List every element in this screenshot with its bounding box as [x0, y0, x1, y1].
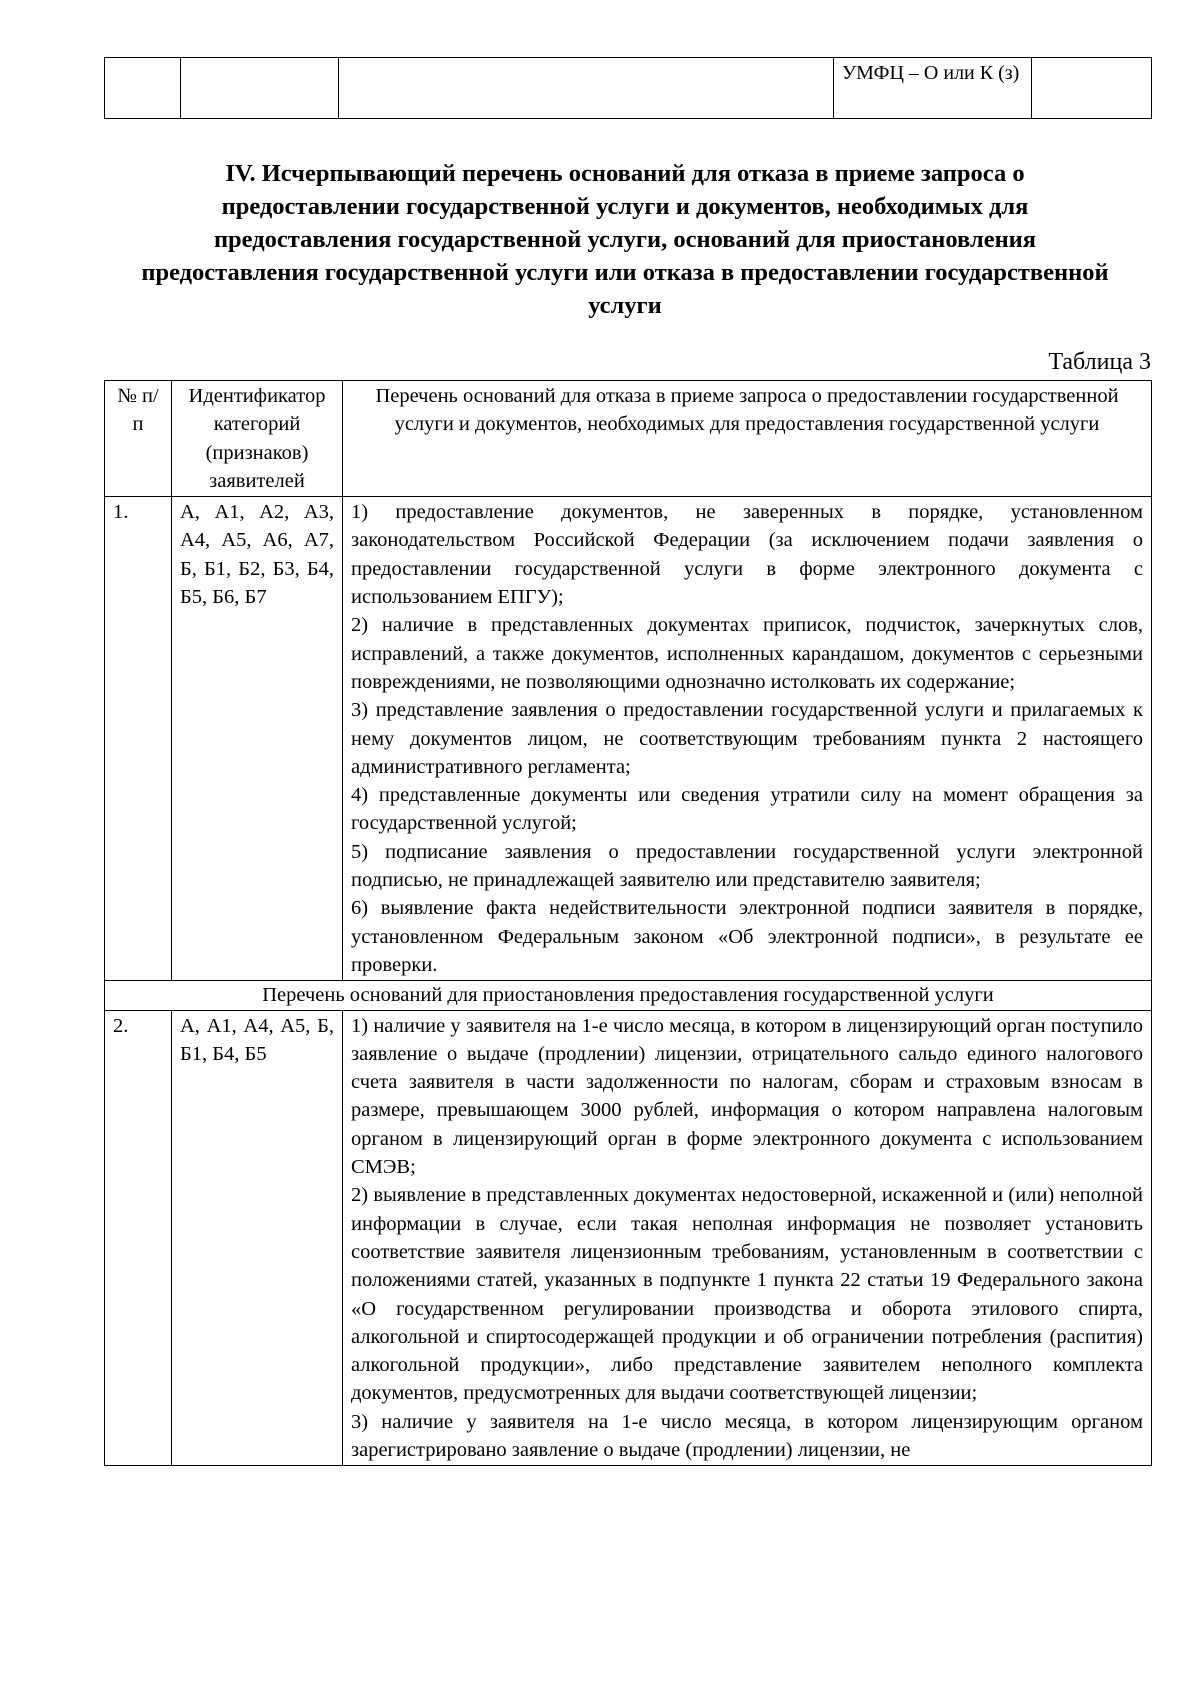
list-item: 5) подписание заявления о предоставлении государственной услуги электронной подписью, не принадлежащей заявителю или представителю заявителя; — [351, 840, 1143, 892]
applicant-codes: А, А1, А4, А5, Б, Б1, Б4, Б5 — [180, 1014, 334, 1065]
grounds-cell — [343, 497, 1152, 981]
table-header-row — [105, 381, 1152, 497]
table-cell — [339, 58, 834, 119]
cell-text: УМФЦ – О или К (з) — [842, 62, 1020, 84]
table-cell — [834, 58, 1032, 119]
list-item: 6) выявление факта недействительности электронной подписи заявителя в порядке, установленном Федеральным законом «Об электронной подписи», в результате ее проверки. — [351, 897, 1143, 976]
subheader: Перечень оснований для приостановления предоставления государственной услуги — [105, 981, 1152, 1010]
list-item: 3) наличие у заявителя на 1-е число месяца, в котором лицензирующим органом зарегистрировано заявление о выдаче (продлении) лицензии, не — [351, 1410, 1143, 1461]
table-cell — [105, 58, 181, 119]
applicant-codes-cell — [172, 1010, 343, 1466]
header-num: № п/п — [105, 381, 172, 497]
applicant-codes-cell — [172, 497, 343, 981]
grounds-cell — [343, 1010, 1152, 1466]
list-item: 2) наличие в представленных документах приписок, подчисток, зачеркнутых слов, исправлений, а также документов, исполненных карандашом, документов с серьезными повреждениями, не позволяющими однозначно истолковать их содержание; — [351, 614, 1143, 693]
table-cell — [1032, 58, 1152, 119]
table-row — [105, 497, 1152, 981]
row-number: 1. — [105, 497, 172, 981]
list-item: 2) выявление в представленных документах недостоверной, искаженной и (или) неполной информации в случае, если такая неполная информация не позволяет установить соответствие заявителя лицензионным требованиям, установленным в соответствии с положениями статей, указанных в подпункте 1 пункта 22 статьи 19 Федерального закона «О государственном регулировании производства и оборота этилового спирта, алкогольной и спиртосодержащей продукции и об ограничении потребления (распития) алкогольной продукции», либо представление заявителем неполного комплекта документов, предусмотренных для выдачи соответствующей лицензии; — [351, 1184, 1143, 1405]
section-heading: IV. Исчерпывающий перечень оснований для отказа в приеме запроса о предоставлении государственной услуги и документов, необходимых для предоставления государственной услуги, оснований для приостановления предоставления государственной услуги или отказа в предоставлении государственной услуги — [141, 160, 1109, 319]
grounds-table — [104, 380, 1152, 1466]
table-caption: Таблица 3 — [1048, 349, 1151, 375]
list-item: 1) предоставление документов, не заверенных в порядке, установленном законодательством Российской Федерации (за исключением подачи заявления о предоставлении государственной услуги в форме электронного документа с использованием ЕПГУ); — [351, 501, 1143, 609]
row-number: 2. — [105, 1010, 172, 1466]
previous-table-fragment — [104, 57, 1152, 119]
list-item: 3) представление заявления о предоставлении государственной услуги и прилагаемых к нему документов лицом, не соответствующим требованиям пункта 2 настоящего административного регламента; — [351, 699, 1143, 778]
list-item: 4) представленные документы или сведения утратили силу на момент обращения за государственной услугой; — [351, 784, 1143, 835]
applicant-codes: А, А1, А2, А3, А4, А5, А6, А7, Б, Б1, Б2, Б3, Б4, Б5, Б6, Б7 — [180, 501, 334, 609]
table-row — [105, 58, 1152, 119]
table-cell — [181, 58, 339, 119]
table-subheader-row — [105, 981, 1152, 1010]
list-item: 1) наличие у заявителя на 1-е число месяца, в котором в лицензирующий орган поступило заявление о выдаче (продлении) лицензии, отрицательного сальдо единого налогового счета заявителя в части задолженности по налогам, сборам и страховым взносам в размере, превышающем 3000 рублей, информация о котором направлена налоговым органом в лицензирующий орган в форме электронного документа с использованием СМЭВ; — [351, 1014, 1143, 1179]
table-row — [105, 1010, 1152, 1466]
header-grounds: Перечень оснований для отказа в приеме запроса о предоставлении государственной услуги и документов, необходимых для предоставления государственной услуги — [343, 381, 1152, 497]
header-identifier: Идентификатор категорий (признаков) заявителей — [172, 381, 343, 497]
